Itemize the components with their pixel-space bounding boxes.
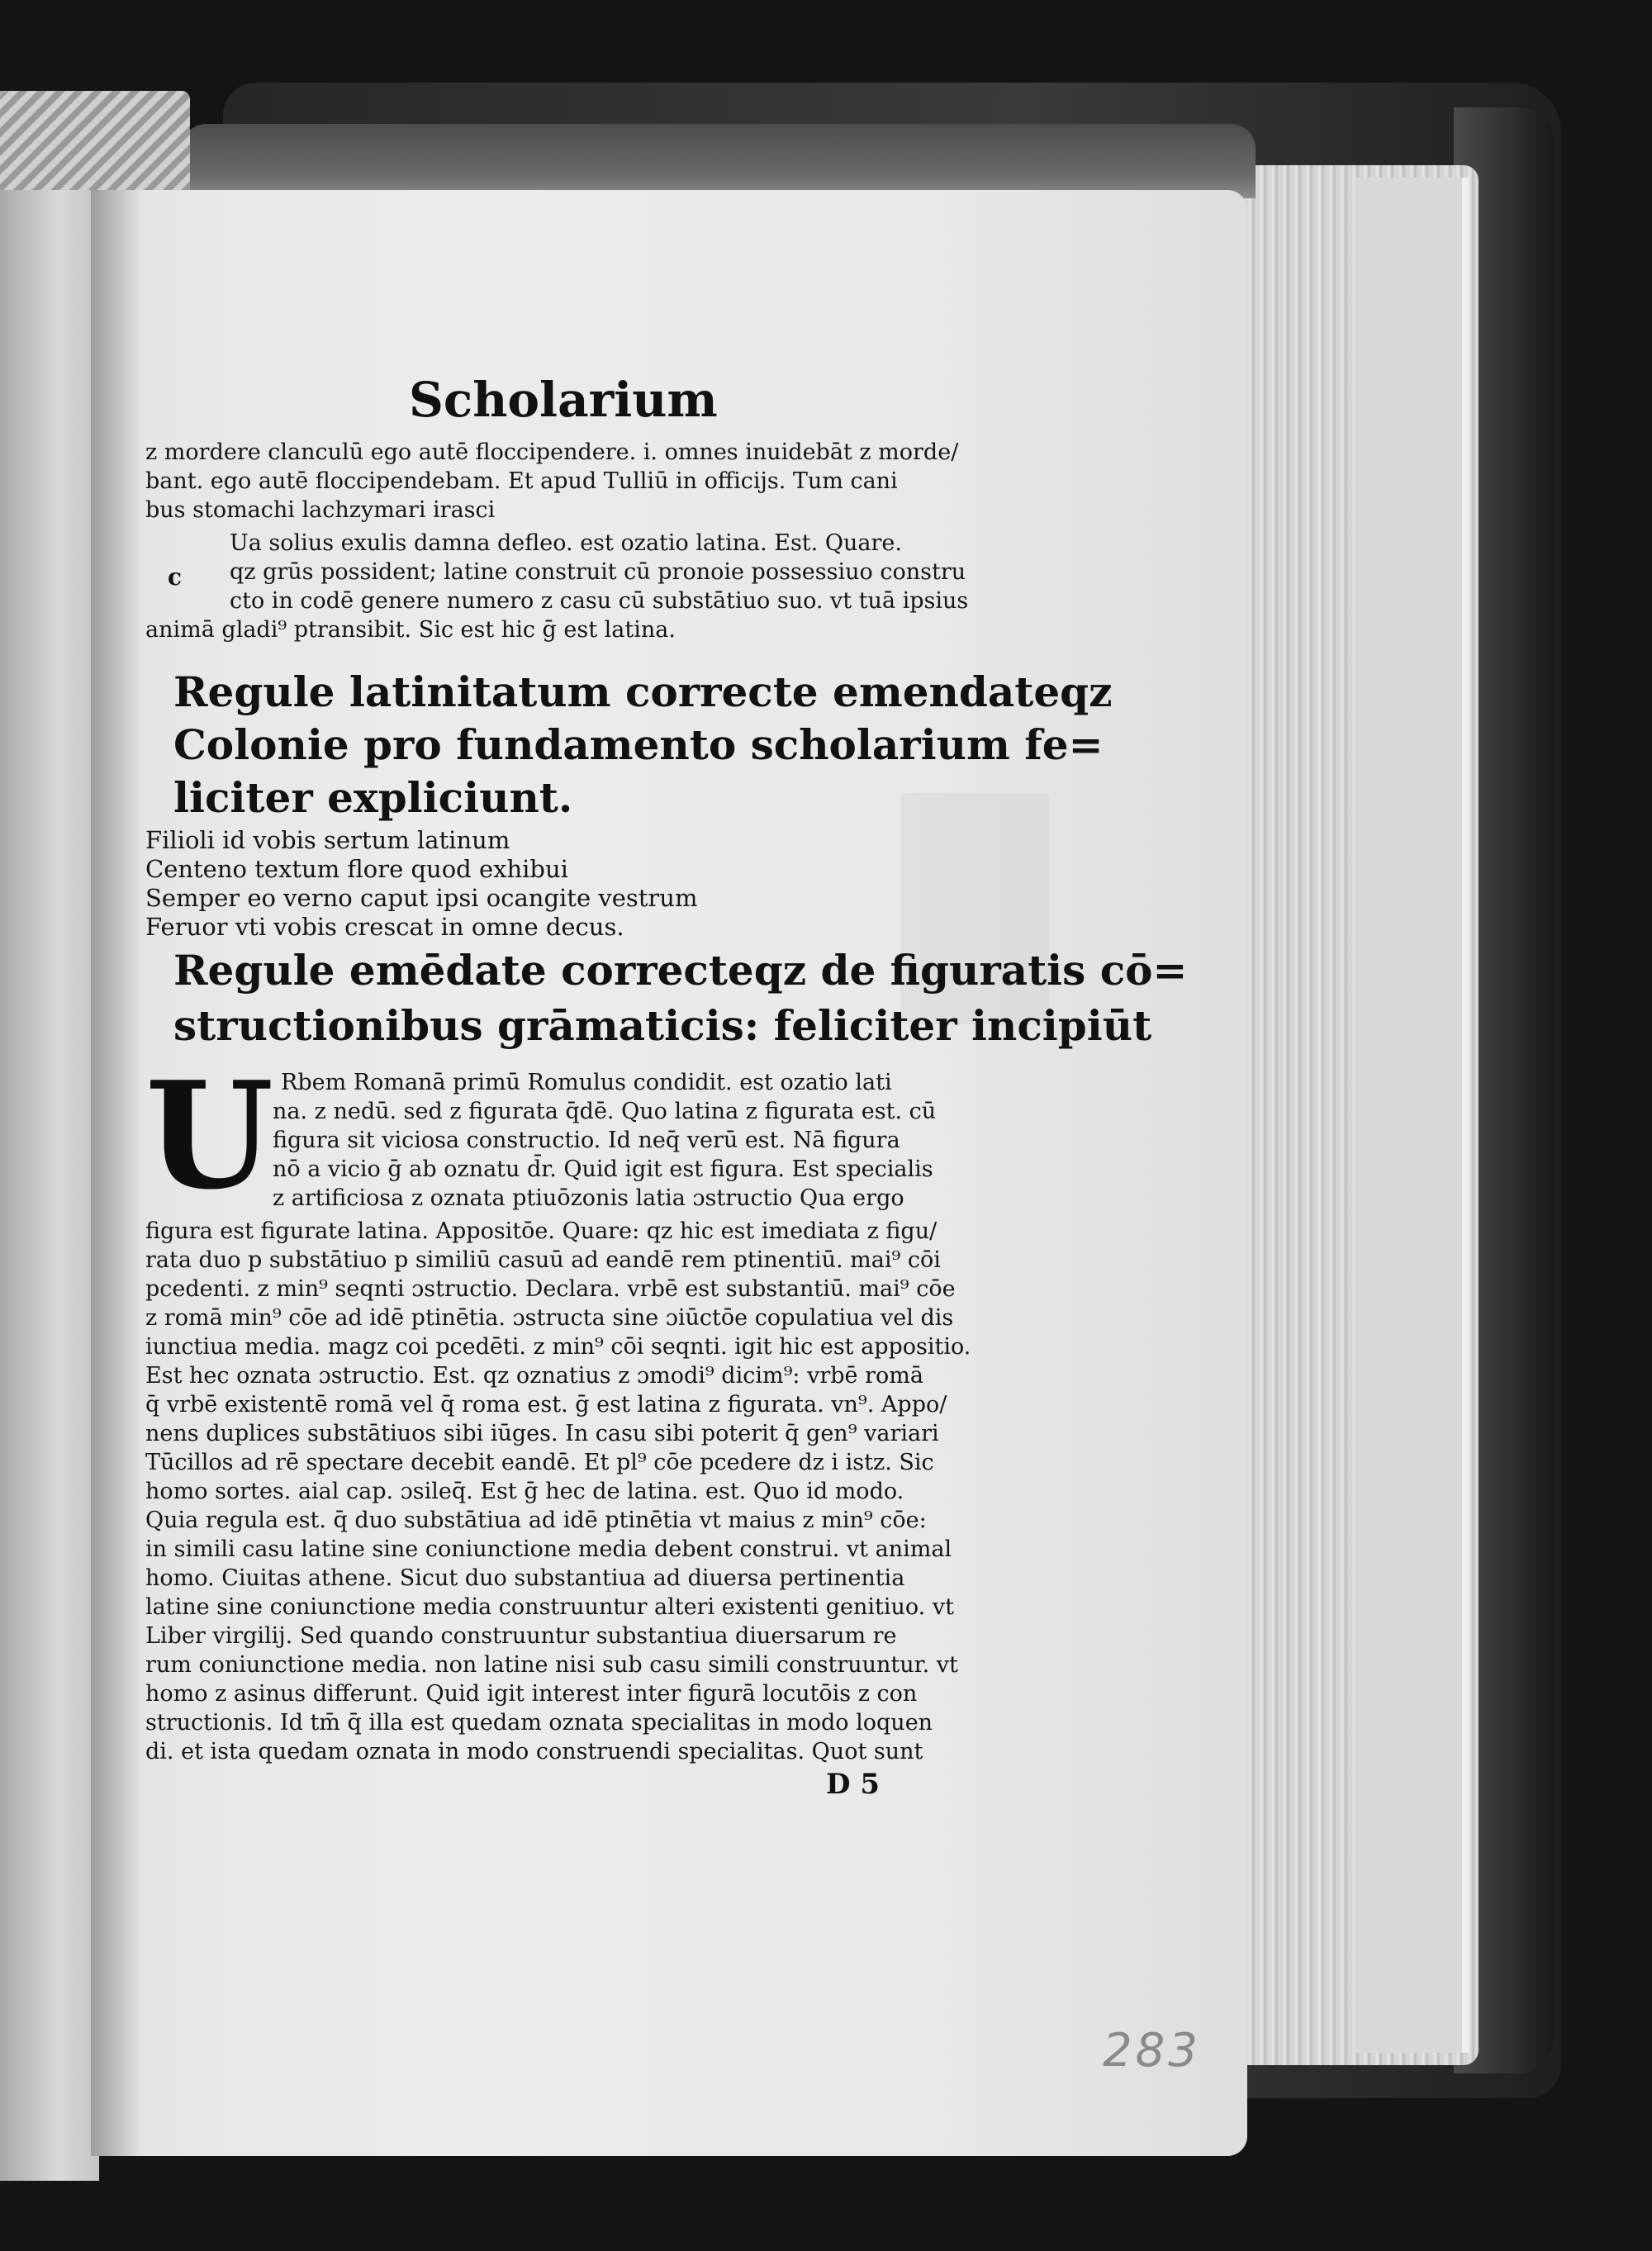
text-line: qz grūs possident; latine construit cū pronoie possessiuo constru — [230, 559, 966, 585]
signature-mark: D 5 — [826, 1768, 880, 1801]
text-line: Tūcillos ad rē spectare decebit eandē. Et pl⁹ cōe pcedere dz i istz. Sic — [145, 1450, 934, 1475]
text-line: q̄ vrbē existentē romā vel q̄ roma est. ḡ est latina z figurata. vn⁹. Appo/ — [145, 1392, 947, 1418]
poem-line: Semper eo verno caput ipsi ocangite vestrum — [145, 884, 698, 912]
text-line: Rbem Romanā primū Romulus condidit. est ozatio lati — [281, 1070, 892, 1095]
text-line: na. z nedū. sed z figurata q̄dē. Quo latina z figurata est. cū — [273, 1099, 937, 1124]
poem-line: Filioli id vobis sertum latinum — [145, 826, 510, 854]
left-facing-page — [0, 91, 99, 2181]
text-line: Liber virgilij. Sed quando construuntur substantiua diuersarum re — [145, 1623, 897, 1649]
text-line: homo sortes. aial cap. ɔsileq̄. Est ḡ hec de latina. est. Quo id modo. — [145, 1479, 904, 1504]
text-line: latine sine coniunctione media construuntur alteri existenti genitiuo. vt — [145, 1594, 954, 1620]
text-line: pcedenti. z min⁹ seqnti ɔstructio. Declara. vrbē est substantiū. mai⁹ cōe — [145, 1276, 956, 1302]
pencil-folio-number: 283 — [1103, 2024, 1201, 2078]
incipit-heading-line: Regule emēdate correcteqz de figuratis cō= — [173, 946, 1188, 995]
text-line: animā gladi⁹ ptransibit. Sic est hic ḡ est latina. — [145, 617, 676, 643]
text-line: iunctiua media. magz coi pcedēti. z min⁹ cōi seqnti. igit hic est appositio. — [145, 1334, 971, 1360]
text-line: nō a vicio ḡ ab oznatu d̄r. Quid igit est figura. Est specialis — [273, 1156, 933, 1182]
poem-line: Feruor vti vobis crescat in omne decus. — [145, 913, 624, 941]
text-line: structionis. Id tm̄ q̄ illa est quedam oznata specialitas in modo loquen — [145, 1710, 933, 1736]
text-line: figura est figurate latina. Appositōe. Quare: qz hic est imediata z figu/ — [145, 1218, 938, 1244]
text-line: cto in codē genere numero z casu cū substātiuo suo. vt tuā ipsius — [230, 588, 969, 614]
text-line: rum coniunctione media. non latine nisi sub casu simili construuntur. vt — [145, 1652, 958, 1678]
text-line: bus stomachi lachzymari irasci — [145, 497, 496, 523]
text-line: homo z asinus differunt. Quid igit interest inter figurā locutōis z con — [145, 1681, 918, 1707]
spine-headband — [0, 91, 190, 190]
text-line: z mordere clanculū ego autē floccipendere. i. omnes inuidebāt z morde/ — [145, 439, 959, 465]
text-line: Est hec oznata ɔstructio. Est. qz oznatius z ɔmodi⁹ dicim⁹: vrbē romā — [145, 1363, 923, 1389]
fore-edge — [1355, 178, 1469, 2053]
binding-headcap — [182, 124, 1256, 198]
text-line: homo. Ciuitas athene. Sicut duo substantiua ad diuersa pertinentia — [145, 1565, 905, 1591]
text-line: z romā min⁹ cōe ad idē ptinētia. ɔstructa sine ɔiūctōe copulatiua vel dis — [145, 1305, 954, 1331]
text-line: di. et ista quedam oznata in modo construendi specialitas. Quot sunt — [145, 1739, 923, 1764]
text-line: rata duo p substātiuo p similiū casuū ad eandē rem ptinentiū. mai⁹ cōi — [145, 1247, 941, 1273]
verse-line: Ua solius exulis damna defleo. est ozatio latina. Est. Quare. — [230, 530, 902, 556]
text-line: in simili casu latine sine coniunctione media debent construi. vt animal — [145, 1536, 952, 1562]
decorated-initial: U — [145, 1049, 274, 1222]
incipit-heading-line: structionibus grāmaticis: feliciter incipiūt — [173, 1001, 1152, 1050]
running-head: Scholarium — [409, 372, 718, 428]
explicit-heading-line: Regule latinitatum correcte emendateqz — [173, 667, 1113, 716]
poem-line: Centeno textum flore quod exhibui — [145, 855, 568, 883]
text-line: nens duplices substātiuos sibi iūges. In casu sibi poterit q̄ gen⁹ variari — [145, 1421, 939, 1446]
text-line: Quia regula est. q̄ duo substātiua ad idē ptinētia vt maius z min⁹ cōe: — [145, 1508, 927, 1533]
text-line: bant. ego autē floccipendebam. Et apud Tulliū in officijs. Tum cani — [145, 468, 898, 494]
text-line: figura sit viciosa constructio. Id neq̄ verū est. Nā figura — [273, 1128, 900, 1153]
gutter-shadow — [91, 190, 140, 2156]
explicit-heading-line: Colonie pro fundamento scholarium fe= — [173, 720, 1104, 769]
text-line: z artificiosa z oznata ptiuōzonis latia ɔstructio Qua ergo — [273, 1185, 904, 1211]
margin-mark: c — [168, 563, 183, 591]
explicit-heading-line: liciter expliciunt. — [173, 773, 573, 822]
